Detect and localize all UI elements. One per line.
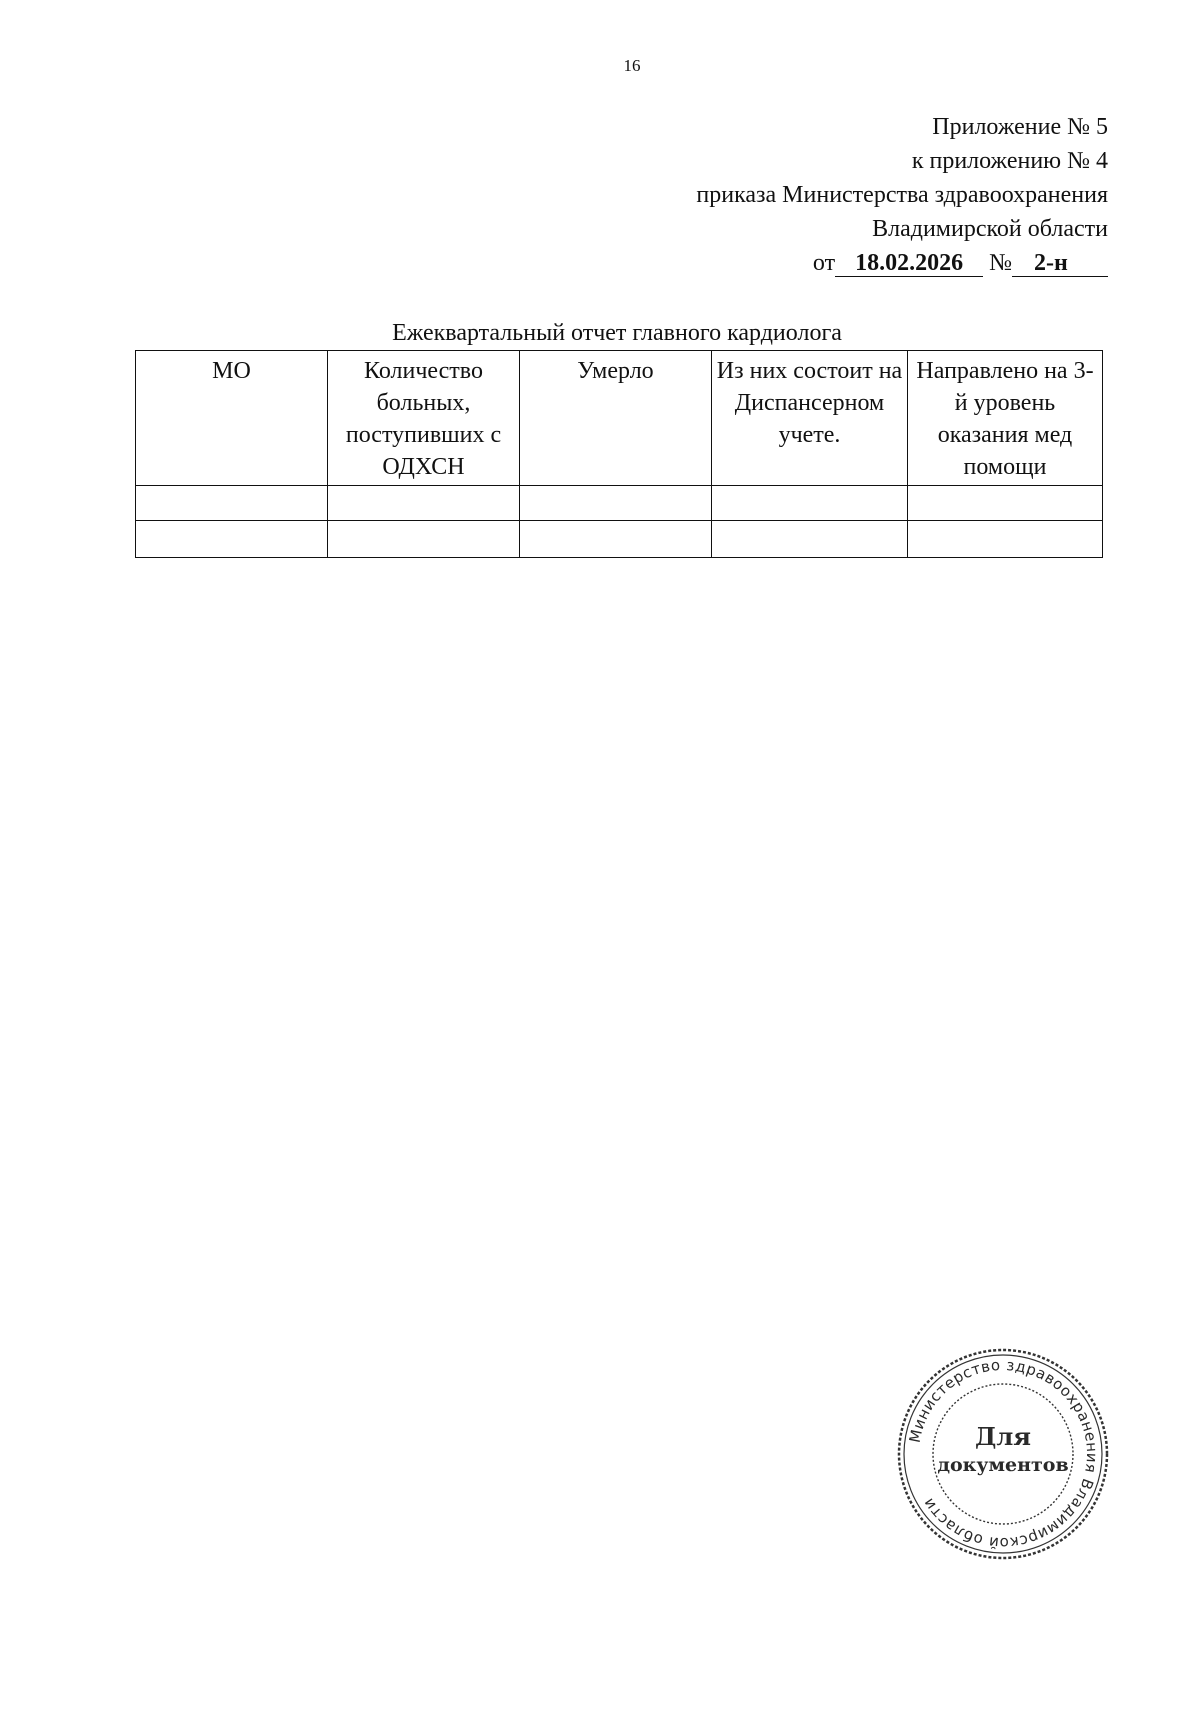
appendix-line-1: Приложение № 5 xyxy=(932,114,1108,140)
from-label: от xyxy=(812,250,836,276)
stamp-ring-text: Министерство здравоохранения Владимирской области xyxy=(905,1355,1102,1553)
column-header-patients-admitted: Количество больных, поступивших с ОДХСН xyxy=(328,351,520,486)
table-cell xyxy=(328,521,520,558)
table-cell xyxy=(136,486,328,521)
stamp-center-line-2: документов xyxy=(937,1454,1069,1476)
column-header-died: Умерло xyxy=(520,351,712,486)
table-cell xyxy=(908,486,1103,521)
table-cell xyxy=(136,521,328,558)
table-cell xyxy=(328,486,520,521)
stamp-center-line-1: Для xyxy=(975,1422,1031,1451)
column-header-dispensary: Из них состоит на Диспансерном учете. xyxy=(712,351,908,486)
report-table xyxy=(135,350,1103,558)
table-cell xyxy=(520,521,712,558)
table-header-row xyxy=(136,351,1103,486)
table-row xyxy=(136,521,1103,558)
table-cell xyxy=(908,521,1103,558)
table-cell xyxy=(520,486,712,521)
report-title: Ежеквартальный отчет главного кардиолога xyxy=(392,320,842,346)
appendix-line-3: приказа Министерства здравоохранения xyxy=(696,182,1108,208)
table-cell xyxy=(712,486,908,521)
page-number: 16 xyxy=(623,56,641,75)
appendix-line-2: к приложению № 4 xyxy=(911,148,1108,174)
number-label: № xyxy=(989,250,1012,276)
order-number: 2-н xyxy=(1012,250,1108,277)
table-cell xyxy=(712,521,908,558)
order-date: 18.02.2026 xyxy=(835,250,983,277)
official-stamp xyxy=(893,1344,1113,1564)
column-header-mo: МО xyxy=(136,351,328,486)
column-header-referred: Направлено на 3-й уровень оказания мед помощи xyxy=(908,351,1103,486)
appendix-header xyxy=(696,110,1108,280)
order-date-number-line xyxy=(696,246,1108,280)
table-row xyxy=(136,486,1103,521)
appendix-line-4: Владимирской области xyxy=(872,216,1108,242)
